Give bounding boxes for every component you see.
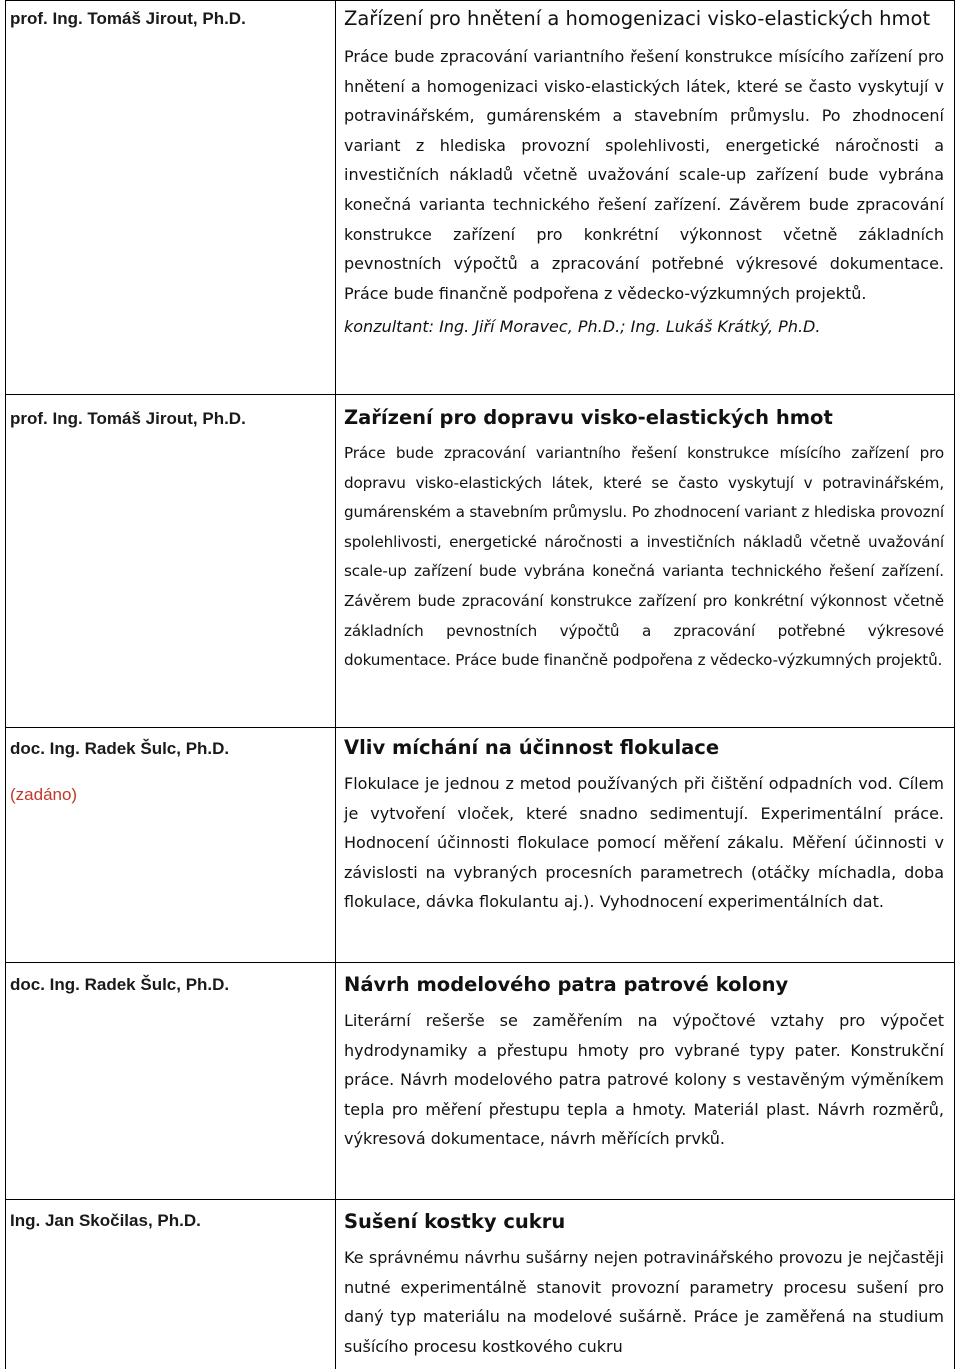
row-divider [5,962,955,963]
status-badge: (zadáno) [10,785,78,804]
supervisor-name: prof. Ing. Tomáš Jirout, Ph.D. [10,409,246,428]
topic-consultant: konzultant: Ing. Jiří Moravec, Ph.D.; Ing. Lukáš Krátký, Ph.D. [344,317,821,337]
topic-description: Literární rešerše se zaměřením na výpočtové vztahy pro výpočet hydrodynamiky a přestupu hmoty pro vybrané typy pater. Konstrukční práce. Návrh modelového patra patrové kolony s vestavěným výměníkem tepla pro měření přestupu tepla a hmoty. Materiál plast. Návrh rozměrů, výkresová dokumentace, návrh měřících prvků. [344,1011,944,1149]
topic-cell [344,1207,944,1361]
topic-cell [344,970,944,1154]
supervisor-name: doc. Ing. Radek Šulc, Ph.D. [10,739,230,758]
row-divider [5,394,955,395]
topic-title: Návrh modelového patra patrové kolony [344,973,789,996]
topic-cell [344,403,944,676]
supervisor-name: prof. Ing. Tomáš Jirout, Ph.D. [10,9,246,28]
topic-cell [344,733,944,917]
topic-title: Sušení kostky cukru [344,1210,566,1233]
topic-description: Ke správnému návrhu sušárny nejen potravinářského provozu je nejčastěji nutné experimentálně stanovit provozní parametry procesu sušení pro daný typ materiálu na modelové sušárně. Práce je zaměřená na studium sušícího procesu kostkového cukru [344,1248,944,1356]
topic-title: Zařízení pro hnětení a homogenizaci visko-elastických hmot [344,7,931,30]
topic-description: Práce bude zpracování variantního řešení konstrukce mísícího zařízení pro dopravu visko-elastických látek, které se často vyskytují v potravinářském, gumárenském a stavebním průmyslu. Po zhodnocení variant z hlediska provozní spolehlivosti, energetické náročnosti a investičních nákladů včetně uvažování scale-up zařízení bude vybrána konečná varianta technického řešení zařízení. Závěrem bude zpracování konstrukce zařízení pro konkrétní výkonnost včetně základních pevnostních výpočtů a zpracování potřebné výkresové dokumentace. Práce bude finančně podpořena z vědecko-výzkumných projektů. [344,444,944,670]
topic-description: Práce bude zpracování variantního řešení konstrukce mísícího zařízení pro hnětení a homogenizaci visko-elastických látek, které se často vyskytují v potravinářském, gumárenském a stavebním průmyslu. Po zhodnocení variant z hlediska provozní spolehlivosti, energetické náročnosti a investičních nákladů včetně uvažování scale-up zařízení bude vybrána konečná varianta technického řešení zařízení. Závěrem bude zpracování konstrukce zařízení pro konkrétní výkonnost včetně základních pevnostních výpočtů a zpracování potřebné výkresové dokumentace. Práce bude finančně podpořena z vědecko-výzkumných projektů. [344,47,944,303]
topic-title: Zařízení pro dopravu visko-elastických hmot [344,406,833,429]
row-divider [5,727,955,728]
topic-cell [344,4,944,342]
supervisor-name: doc. Ing. Radek Šulc, Ph.D. [10,975,230,994]
row-divider [5,0,955,1]
supervisor-name: Ing. Jan Skočilas, Ph.D. [10,1211,201,1230]
row-divider [5,1199,955,1200]
topic-description: Flokulace je jednou z metod používaných při čištění odpadních vod. Cílem je vytvoření vloček, které snadno sedimentují. Experimentální práce. Hodnocení účinnosti flokulace pomocí měření zákalu. Měření účinnosti v závislosti na vybraných procesních parametrech (otáčky míchadla, doba flokulace, dávka flokulantu aj.). Vyhodnocení experimentálních dat. [344,774,944,912]
topic-title: Vliv míchání na účinnost flokulace [344,736,720,759]
column-divider [335,0,336,1369]
